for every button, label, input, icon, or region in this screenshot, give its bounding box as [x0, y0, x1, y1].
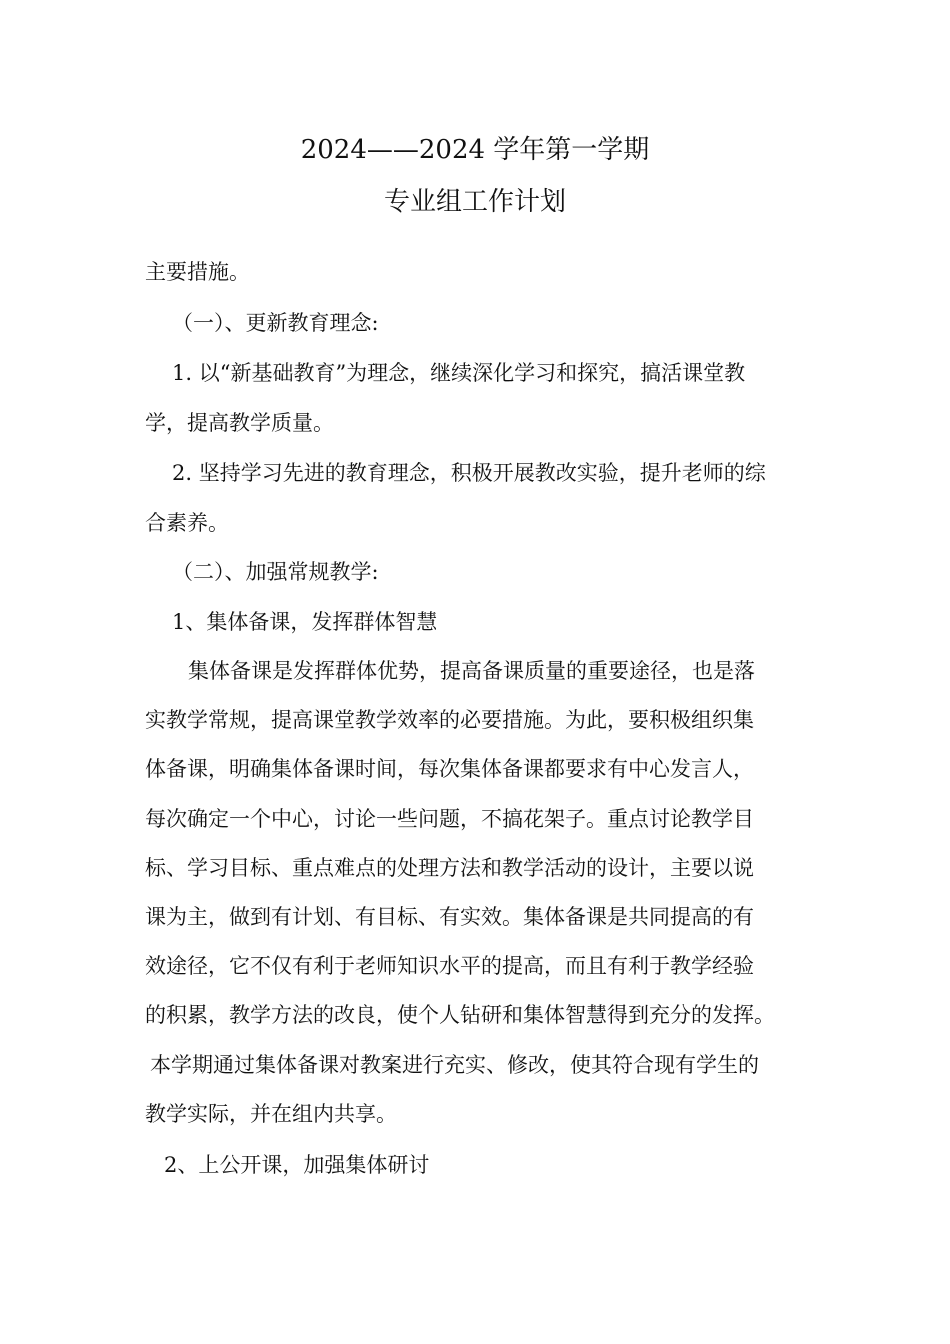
paragraph-line: 教学实际，并在组内共享。: [145, 1102, 397, 1126]
paragraph-line: 每次确定一个中心，讨论一些问题，不搞花架子。重点讨论教学目: [145, 807, 754, 831]
subsection-heading-2: （二）、加强常规教学:: [172, 560, 379, 584]
paragraph-line: 标、学习目标、重点难点的处理方法和教学活动的设计，主要以说: [145, 856, 754, 880]
paragraph-line: 1. 以“新基础教育”为理念，继续深化学习和探究，搞活课堂教: [172, 361, 746, 385]
paragraph-line: 2. 坚持学习先进的教育理念，积极开展教改实验，提升老师的综: [172, 461, 766, 485]
subsection-heading-1: （一）、更新教育理念:: [172, 311, 379, 335]
paragraph-line: 合素养。: [145, 511, 229, 535]
item-heading-2: 2、上公开课，加强集体研讨: [164, 1153, 430, 1177]
paragraph-line: 课为主，做到有计划、有目标、有实效。集体备课是共同提高的有: [145, 905, 754, 929]
paragraph-line: 集体备课是发挥群体优势，提高备课质量的重要途径，也是落: [188, 659, 755, 683]
paragraph-line: 体备课，明确集体备课时间，每次集体备课都要求有中心发言人，: [145, 757, 754, 781]
paragraph-line: 的积累，教学方法的改良，使个人钻研和集体智慧得到充分的发挥。: [145, 1003, 775, 1027]
item-heading-1: 1、集体备课，发挥群体智慧: [172, 610, 438, 634]
document-title: 2024——2024 学年第一学期: [300, 135, 650, 165]
document-subtitle: 专业组工作计划: [383, 187, 566, 217]
paragraph-line: 本学期通过集体备课对教案进行充实、修改，使其符合现有学生的: [150, 1053, 759, 1077]
paragraph-line: 效途径，它不仅有利于老师知识水平的提高，而且有利于教学经验: [145, 954, 754, 978]
paragraph-line: 实教学常规，提高课堂教学效率的必要措施。为此，要积极组织集: [145, 708, 754, 732]
paragraph-line: 学，提高教学质量。: [145, 411, 334, 435]
section-heading-measures: 主要措施。: [145, 260, 250, 284]
